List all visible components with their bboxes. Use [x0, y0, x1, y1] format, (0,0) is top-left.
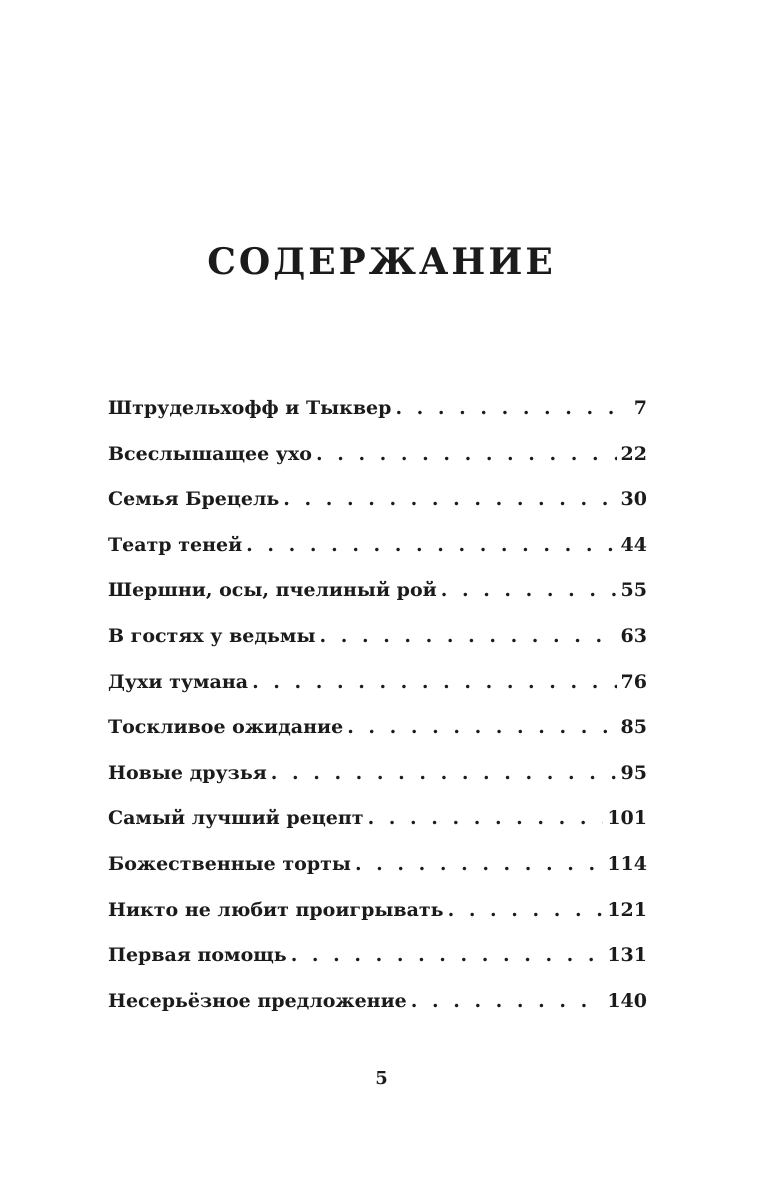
dot-leader: [411, 981, 604, 1021]
toc-entry-title: Всеслышащее ухо: [108, 442, 312, 465]
toc-entry-page: 30: [620, 488, 647, 511]
toc-entry: [108, 388, 647, 434]
table-of-contents: [108, 388, 647, 1026]
toc-entry-page: 95: [620, 761, 647, 784]
toc-entry-page: 131: [607, 944, 647, 967]
dot-leader: [448, 890, 604, 930]
toc-entry-page: 114: [607, 852, 647, 875]
toc-entry-title: Несерьёзное предложение: [108, 989, 407, 1012]
dot-leader: [291, 935, 604, 975]
toc-entry-page: 101: [607, 807, 647, 830]
toc-entry-title: Никто не любит проигрывать: [108, 898, 444, 921]
toc-entry-title: Божественные торты: [108, 852, 351, 875]
dot-leader: [355, 844, 603, 884]
toc-entry-title: Семья Брецель: [108, 488, 280, 511]
dot-leader: [252, 662, 616, 702]
toc-entry: [108, 798, 647, 844]
toc-entry: [108, 662, 647, 708]
toc-entry-title: Штрудельхофф и Тыквер: [108, 397, 392, 419]
toc-entry-page: 85: [620, 716, 647, 739]
toc-entry: [108, 616, 647, 662]
toc-entry-title: Первая помощь: [108, 944, 287, 967]
dot-leader: [316, 434, 617, 474]
toc-entry-page: 22: [620, 442, 647, 465]
toc-entry-page: 140: [607, 989, 647, 1012]
page-title: СОДЕРЖАНИЕ: [207, 241, 556, 284]
toc-entry: [108, 525, 647, 571]
toc-entry-page: 44: [620, 533, 647, 556]
page-number: 5: [375, 1068, 388, 1089]
toc-entry-page: 63: [620, 624, 647, 647]
toc-entry: [108, 844, 647, 890]
toc-entry: [108, 479, 647, 525]
toc-entry-title: Духи тумана: [108, 670, 249, 693]
dot-leader: [347, 707, 616, 747]
toc-entry: [108, 890, 647, 936]
toc-entry: [108, 434, 647, 480]
toc-entry-page: 55: [620, 579, 647, 602]
toc-entry: [108, 935, 647, 981]
dot-leader: [320, 616, 617, 656]
toc-entry-page: 121: [607, 898, 647, 921]
toc-entry-page: 76: [620, 670, 647, 693]
toc-entry: [108, 707, 647, 753]
toc-entry: [108, 570, 647, 616]
toc-entry: [108, 753, 647, 799]
toc-entry-title: В гостях у ведьмы: [108, 624, 316, 647]
dot-leader: [395, 388, 629, 428]
toc-entry-title: Новые друзья: [108, 761, 267, 784]
dot-leader: [368, 798, 604, 838]
dot-leader: [271, 753, 617, 793]
toc-entry-title: Тоскливое ожидание: [108, 716, 344, 739]
dot-leader: [441, 570, 617, 610]
toc-entry-title: Театр теней: [108, 533, 243, 556]
dot-leader: [246, 525, 616, 565]
toc-entry-page: 7: [633, 397, 647, 419]
toc-entry-title: Шершни, осы, пчелиный рой: [108, 579, 437, 602]
dot-leader: [283, 479, 616, 519]
toc-entry-title: Самый лучший рецепт: [108, 807, 364, 830]
toc-entry: [108, 981, 647, 1027]
